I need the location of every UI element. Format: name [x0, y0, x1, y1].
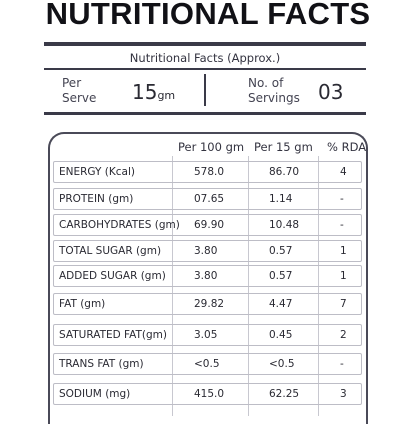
value-rda: -	[340, 219, 344, 231]
servings-block	[248, 76, 344, 106]
header-per-15gm: Per 15 gm	[254, 140, 313, 154]
per-serve-unit: gm	[157, 89, 176, 102]
mid-rule	[44, 68, 366, 70]
value-per-100gm: 3.80	[194, 270, 218, 282]
servings-value: 03	[318, 80, 344, 104]
value-per-15gm: 62.25	[269, 388, 300, 400]
top-rule	[44, 42, 366, 46]
value-per-15gm: 0.45	[269, 329, 293, 341]
servings-label-line2: Servings	[248, 91, 300, 105]
value-per-100gm: <0.5	[194, 358, 220, 370]
value-per-15gm: 0.57	[269, 270, 293, 282]
servings-label-line1: No. of	[248, 76, 284, 90]
value-per-100gm: 415.0	[194, 388, 225, 400]
value-per-15gm: <0.5	[269, 358, 295, 370]
per-serve-label-line2: Serve	[62, 91, 97, 105]
serving-divider	[204, 74, 206, 106]
nutrient-name: ADDED SUGAR (gm)	[59, 270, 166, 282]
header-rda: % RDA	[327, 140, 367, 154]
value-rda: -	[340, 358, 344, 370]
value-per-100gm: 578.0	[194, 166, 225, 178]
per-serve-block	[62, 76, 176, 106]
nutrient-name: SODIUM (mg)	[59, 388, 131, 400]
nutrient-name: TOTAL SUGAR (gm)	[59, 245, 162, 257]
value-per-15gm: 1.14	[269, 193, 293, 205]
nutrient-name: FAT (gm)	[59, 298, 106, 310]
per-serve-label	[62, 76, 102, 106]
value-per-15gm: 10.48	[269, 219, 300, 231]
bottom-rule	[44, 112, 366, 115]
header-per-100gm: Per 100 gm	[178, 140, 245, 154]
value-per-15gm: 4.47	[269, 298, 293, 310]
value-per-100gm: 3.05	[194, 329, 218, 341]
value-rda: 1	[340, 270, 347, 282]
nutrient-name: ENERGY (Kcal)	[59, 166, 135, 178]
page-title: NUTRITIONAL FACTS	[45, 0, 371, 31]
value-rda: 1	[340, 245, 347, 257]
value-per-15gm: 0.57	[269, 245, 293, 257]
value-rda: 3	[340, 388, 347, 400]
value-per-100gm: 3.80	[194, 245, 218, 257]
nutrient-name: TRANS FAT (gm)	[59, 358, 144, 370]
per-serve-label-line1: Per	[62, 76, 82, 90]
value-rda: -	[340, 193, 344, 205]
value-rda: 4	[340, 166, 347, 178]
subtitle: Nutritional Facts (Approx.)	[129, 51, 281, 65]
per-serve-number: 15	[132, 80, 158, 104]
nutrient-name: PROTEIN (gm)	[59, 193, 134, 205]
value-rda: 2	[340, 329, 347, 341]
value-per-100gm: 69.90	[194, 219, 225, 231]
per-serve-value	[132, 80, 175, 104]
nutrient-name: SATURATED FAT(gm)	[59, 329, 167, 341]
value-per-100gm: 07.65	[194, 193, 225, 205]
servings-label	[248, 76, 308, 106]
value-per-100gm: 29.82	[194, 298, 225, 310]
value-rda: 7	[340, 298, 347, 310]
value-per-15gm: 86.70	[269, 166, 300, 178]
nutrient-name: CARBOHYDRATES (gm)	[59, 219, 180, 231]
